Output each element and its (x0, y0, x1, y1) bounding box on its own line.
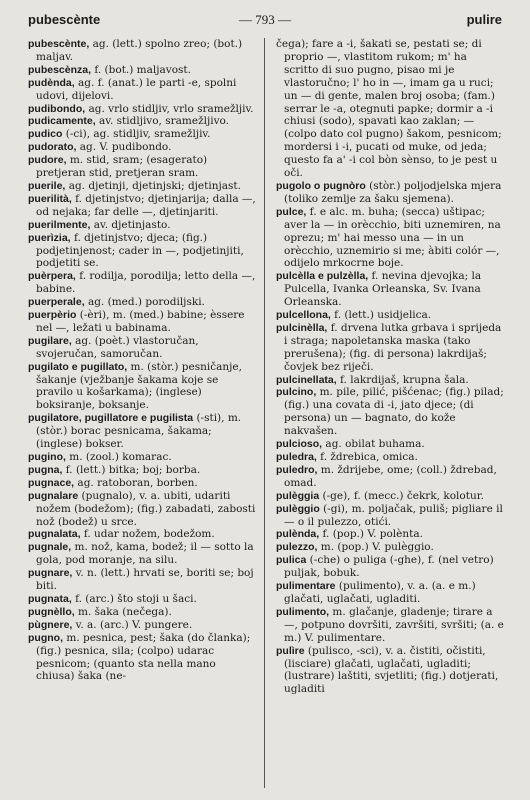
entry-definition: ag. (lett.) spolno zreo; (bot.) maljav. (36, 38, 243, 63)
entry-headword: pugilato e pugillato, (28, 360, 128, 373)
entry-headword: pulèggio (276, 502, 320, 515)
dictionary-entry (276, 374, 504, 387)
column-divider (264, 38, 265, 788)
entry-definition: m. (pop.) V. pulèggio. (317, 541, 434, 554)
entry-definition: (-ge), f. (mecc.) čekrk, kolotur. (319, 489, 484, 502)
entry-headword: pudorato, (28, 141, 77, 154)
dictionary-entry (28, 490, 256, 529)
entry-headword: puerpèrio (28, 309, 77, 322)
entry-definition: f. (bot.) maljavost. (91, 63, 191, 76)
entry-definition: ag. V. pudibondo. (76, 141, 172, 154)
dictionary-entry (276, 554, 504, 580)
dictionary-entry (276, 386, 504, 438)
entry-definition: f. nevina djevojka; la Pulcella, Ivanka Orleanska, Sv. Ivana Orleanska. (284, 270, 482, 309)
entry-definition: m. (zool.) komarac. (65, 451, 172, 463)
entry-definition: ag. obilat buhama. (322, 438, 425, 451)
entry-definition: (pugnalo), v. a. ubiti, udariti nožem (bodežom); (fig.) zabadati, zabosti nož (bodež) u srce. (36, 489, 256, 528)
entry-headword: pùgnere, (28, 618, 73, 631)
entry-definition: ag. vrlo stidljiv, vrlo sramežljiv. (85, 102, 254, 115)
dictionary-entry (276, 606, 504, 645)
entry-headword: pugolo o pugnòro (276, 179, 366, 192)
dictionary-entry (276, 503, 504, 529)
entry-headword: puerile, (28, 179, 66, 192)
entry-definition: (-èri), m. (med.) babine; èssere nel —, ležati u babinama. (36, 309, 245, 334)
entry-definition: (stòr.) poljodjelska mjera (toliko zemlje za šaku sjemena). (284, 179, 502, 205)
dictionary-entry (276, 541, 504, 554)
entry-definition: (-gi), m. poljačak, puliš; pigliare il — o il pulezzo, otići. (284, 502, 503, 528)
entry-headword: puerilità, (28, 192, 72, 205)
entry-definition: m. ždrijebe, ome; (coll.) ždrebad, omad. (284, 463, 497, 489)
entry-headword: pubescènte, (28, 38, 90, 50)
entry-headword: pulimentare (276, 580, 336, 593)
entry-definition: f. (pop.) V. polènta. (319, 528, 423, 541)
entry-headword: pulcino, (276, 386, 317, 399)
dictionary-entry (28, 128, 256, 141)
entry-headword: pulìre (276, 644, 305, 657)
entry-definition: m. nož, kama, bodež; il — sotto la gola, pod moranje, na silu. (36, 541, 254, 567)
entry-headword: pudicamente, (28, 115, 96, 128)
dictionary-entry (276, 206, 504, 271)
entry-headword: pugnata, (28, 592, 72, 605)
entry-headword: pugno, (28, 631, 63, 644)
dictionary-entry (28, 38, 256, 64)
entry-headword: pugino, (28, 451, 66, 463)
entry-headword: puledro, (276, 463, 318, 476)
dictionary-entry (28, 412, 256, 451)
entry-definition: f. (arc.) što stoji u šaci. (71, 592, 197, 605)
entry-definition: f. (lett.) bitka; boj; borba. (62, 463, 201, 476)
dictionary-entry (28, 541, 256, 567)
page-header (28, 12, 502, 30)
dictionary-entry (28, 64, 256, 77)
entry-definition: f. (lett.) usidjelica. (330, 309, 432, 322)
dictionary-entry (276, 38, 504, 180)
entry-definition: ag. (med.) porodiljski. (84, 296, 205, 309)
dictionary-entry (276, 180, 504, 206)
entry-headword: puerperale, (28, 296, 85, 309)
entry-headword: pulcinèlla, (276, 321, 328, 334)
dictionary-entry (276, 438, 504, 451)
entry-headword: pudibondo, (28, 102, 86, 115)
left-column (28, 38, 256, 683)
entry-definition: ag. f. (anat.) le parti -e, spolni udovi, dijelovi. (36, 76, 237, 102)
entry-headword: pudore, (28, 154, 67, 167)
entry-headword: pulica (276, 554, 307, 567)
dictionary-entry (28, 632, 256, 684)
entry-definition: m. pile, pilić, pišćenac; (fig.) pilad; (fig.) una covata di -i, jato djece; (di persona) un — bagnato, do kože nakvašen. (284, 386, 504, 438)
dictionary-entry (276, 528, 504, 541)
right-column (276, 38, 504, 696)
dictionary-entry (276, 645, 504, 697)
entry-headword: pulcinellata, (276, 373, 337, 386)
entry-definition: f. rodilja, porodilja; letto della —, babine. (36, 270, 256, 296)
dictionary-entry (28, 477, 256, 490)
dictionary-entry (28, 193, 256, 219)
entry-headword: puèrpera, (28, 270, 76, 283)
entry-definition: m. stid, sram; (esagerato) pretjeran stid, pretjeran sram. (36, 154, 208, 180)
dictionary-entry (28, 103, 256, 116)
entry-headword: pulimento, (276, 605, 330, 618)
entry-definition: m. šaka (nečega). (74, 605, 172, 618)
dictionary-entry (28, 606, 256, 619)
dictionary-entry (28, 528, 256, 541)
entry-definition: v. n. (lett.) hrvati se, boriti se; boj biti. (36, 567, 254, 593)
dictionary-entry (28, 361, 256, 413)
entry-definition: (pulimento), v. a. (a. e m.) glačati, uglačati, ugladiti. (284, 580, 476, 605)
page-number: — 793 — (239, 12, 291, 27)
header-right-guide-word: pulire (466, 12, 502, 27)
dictionary-entry (28, 115, 256, 128)
entry-definition: av. stidljivo, sramežljivo. (95, 115, 229, 128)
entry-headword: pugna, (28, 463, 63, 476)
dictionary-entry (276, 490, 504, 503)
entry-headword: pugnace, (28, 476, 75, 489)
entry-headword: pugilatore, pugillatore e pugilista (28, 412, 194, 425)
entry-definition: (-sti), m. (stòr.) borac pesnicama, šakama; (inglese) bokser. (36, 412, 242, 451)
dictionary-entry (28, 219, 256, 232)
entry-headword: pugilare, (28, 334, 72, 347)
dictionary-entry (28, 464, 256, 477)
entry-headword: puerìzia, (28, 231, 71, 244)
dictionary-entry (28, 154, 256, 180)
dictionary-entry (28, 309, 256, 335)
entry-definition: av. djetinjasto. (90, 218, 171, 231)
entry-definition: ag. ratoboran, borben. (74, 476, 198, 489)
entry-headword: pulènda, (276, 528, 320, 541)
entry-definition: f. djetinjstvo; djetinjarija; dalla —, od nejaka; far delle —, djetinjariti. (36, 192, 256, 218)
dictionary-entry (28, 451, 256, 464)
entry-definition: m. glačanje, gladenje; tirare a —, potpuno dovršiti, završiti, svršiti; (a. e m.) V. pulimentare. (284, 605, 504, 644)
entry-definition: (-ci), ag. stidljiv, sramežljiv. (62, 128, 211, 141)
dictionary-entry (276, 464, 504, 490)
dictionary-entry (28, 77, 256, 103)
entry-headword: puerilmente, (28, 218, 91, 231)
dictionary-entry (28, 141, 256, 154)
dictionary-entry (276, 451, 504, 464)
entry-headword: pulcioso, (276, 438, 323, 451)
entry-definition: v. a. (arc.) V. pungere. (72, 618, 193, 631)
entry-headword: pugnale, (28, 541, 72, 554)
entry-definition: f. djetinjstvo; djeca; (fig.) podjetinjenost; cader in —, podjetinjiti, podjetiti se. (36, 231, 244, 270)
dictionary-entry (28, 335, 256, 361)
dictionary-entry (276, 309, 504, 322)
entry-definition: ag. djetinji, djetinjski; djetinjast. (65, 179, 241, 192)
entry-headword: puledra, (276, 451, 317, 463)
entry-definition: ag. (poèt.) vlastoručan, svojeručan, samoručan. (36, 334, 199, 360)
dictionary-entry (28, 270, 256, 296)
entry-headword: pulcèlla e pulzèlla, (276, 270, 369, 283)
entry-headword: pulèggia (276, 489, 320, 502)
entry-headword: pulezzo, (276, 541, 318, 554)
dictionary-entry (28, 619, 256, 632)
entry-headword: pugnèllo, (28, 605, 75, 618)
entry-headword: pubescènza, (28, 63, 92, 76)
entry-headword: pugnalare (28, 489, 79, 502)
entry-headword: pudico (28, 128, 63, 141)
dictionary-entry (28, 180, 256, 193)
entry-definition: f. e alc. m. buha; (secca) uštipac; aver la — in orècchio, biti uznemiren, na oprezu; m' hai messo una — in un orècchio, uznemirio si me; àbiti colór —, odijelo mrkocrne boje. (284, 205, 501, 270)
dictionary-entry (28, 296, 256, 309)
entry-headword: pudènda, (28, 76, 75, 89)
header-left-guide-word: pubescènte (28, 12, 101, 27)
dictionary-entry (28, 232, 256, 271)
entry-headword: pugnare, (28, 567, 73, 580)
entry-definition: f. lakrdijaš, krupna šala. (336, 373, 469, 386)
dictionary-entry (28, 567, 256, 593)
dictionary-entry (276, 322, 504, 374)
entry-headword: pugnalata, (28, 528, 81, 541)
dictionary-entry (276, 270, 504, 309)
entry-definition: f. udar nožem, bodežom. (80, 528, 215, 541)
entry-definition: (pulisco, -sci), v. a. čistiti, očistiti, (lisciare) glačati, uglačati, ugladiti; (lustrare) laštiti, svjetliti; (fig.) dotjerati, ugladiti (284, 644, 499, 696)
entry-definition: m. pesnica, pest; šaka (do članka); (fig.) pesnica, sila; (colpo) udarac pesnicom; (quanto sta nella mano chiusa) šaka (ne- (36, 631, 251, 683)
entry-definition: f. drvena lutka grbava i sprijeda i straga; napoletanska maska (tako prerušena); (fig. di persona) lakrdijaš; čovjek bez riječi. (284, 321, 502, 373)
dictionary-entry (276, 580, 504, 606)
entry-headword: pulce, (276, 205, 307, 218)
entry-headword: pulcellona, (276, 309, 331, 322)
entry-definition: čega); fare a -i, šakati se, pestati se; di proprio —, vlastitom rukom; m' ha scritto di suo pugno, pisao mi je vlastoručno; l' ho in —, imam ga u ruci; un — di gente, malen broj osoba; (fam.) serrar le -a, otegnuti papke; dormir a -i chiusi (sodo), spavati kao zaklan; — (colpo dato col pugno) šakom, pesnicom; mordersi i -i, pucati od muke, od jeda; questo fa a' -i col bòn sènso, to je pest u oči. (276, 38, 502, 180)
entry-definition: f. ždrebica, omica. (316, 451, 418, 463)
entry-definition: m. (stòr.) pesničanje, šakanje (vježbanje šakama koje se pravilo u košarkama); (inglese) boksiranje, boksanje. (36, 360, 242, 412)
dictionary-entry (28, 593, 256, 606)
entry-definition: (-che) o puliga (-ghe), f. (nel vetro) puljak, bobuk. (284, 554, 494, 580)
